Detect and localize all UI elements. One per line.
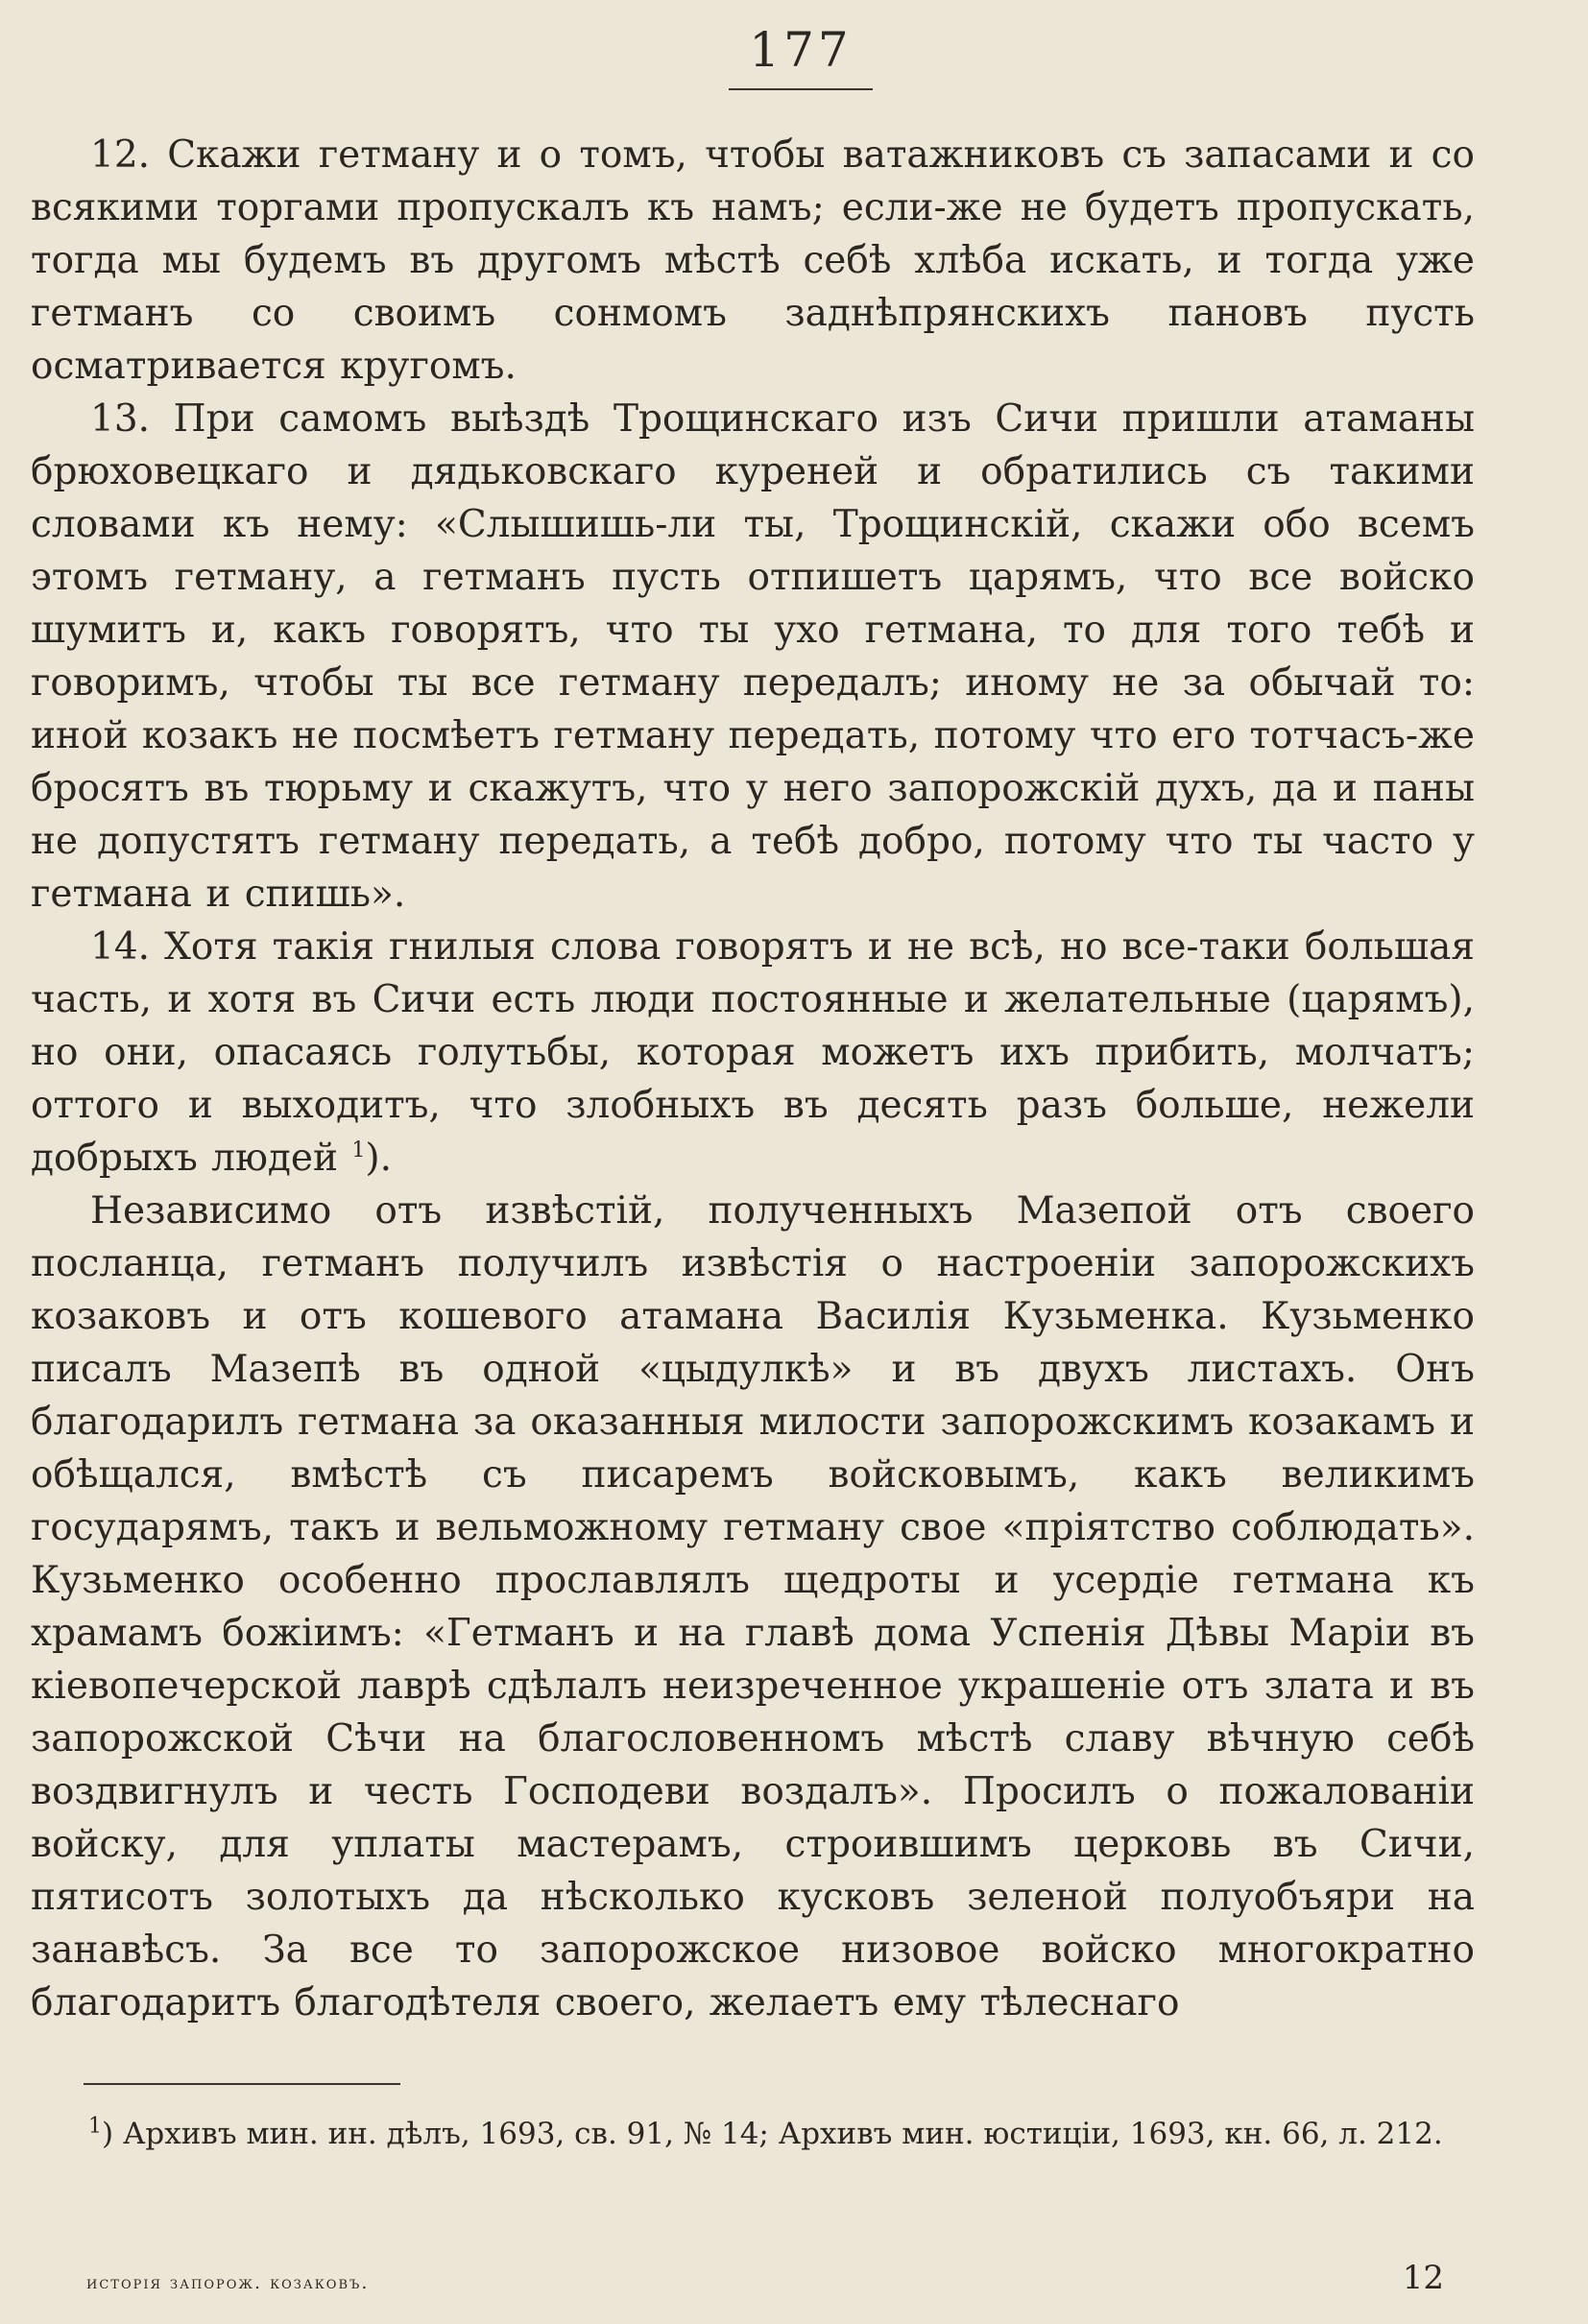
- body-text: [31, 129, 1475, 2029]
- sheet-number: 12: [1402, 2259, 1444, 2297]
- paragraph-14-text: 14. Хотя такія гнилыя слова говорятъ и не всѣ, но все-таки большая часть, и хотя въ Сичи есть люди постоянные и желательные (царямъ), но они, опасаясь голутьбы, которая можетъ ихъ прибить, молчатъ; оттого и выходитъ, что злобныхъ въ десять разъ больше, нежели добрыхъ людей: [31, 925, 1475, 1180]
- signature-line: [86, 2259, 1444, 2297]
- footnote: [31, 2112, 1475, 2156]
- footnote-rule: [84, 2083, 400, 2085]
- paragraph-13: 13. При самомъ выѣздѣ Трощинскаго изъ Сичи пришли атаманы брюховецкаго и дядьковскаго куреней и обратились съ такими словами къ нему: «Слышишь-ли ты, Трощинскій, скажи обо всемъ этомъ гетману, а гетманъ пусть отпишетъ царямъ, что все войско шумитъ и, какъ говорятъ, что ты ухо гетмана, то для того тебѣ и говоримъ, чтобы ты все гетману передалъ; иному не за обычай то: иной козакъ не посмѣетъ гетману передать, потому что его тотчасъ-же бросятъ въ тюрьму и скажутъ, что у него запорожскій духъ, да и паны не допустятъ гетману передать, а тебѣ добро, потому что ты часто у гетмана и спишь».: [31, 397, 1475, 916]
- footnote-reference: 1: [351, 1138, 366, 1162]
- footnote-text: ) Архивъ мин. ин. дѣлъ, 1693, св. 91, № 14; Архивъ мин. юстиціи, 1693, кн. 66, л. 212.: [102, 2117, 1443, 2151]
- footnote-marker: 1: [88, 2114, 102, 2139]
- header-rule: [729, 88, 873, 90]
- printer-signature: исторія запорож. козаковъ.: [86, 2272, 370, 2293]
- paragraph-14-tail: ).: [365, 1137, 393, 1180]
- paragraph-14: [31, 921, 1475, 1185]
- page-number: 177: [749, 22, 853, 78]
- paragraph-kuzmenko: Независимо отъ извѣстій, полученныхъ Мазепой отъ своего посланца, гетманъ получилъ извѣстія о настроеніи запорожскихъ козаковъ и отъ кошевого атамана Василія Кузьменка. Кузьменко писалъ Мазепѣ въ одной «цыдулкѣ» и въ двухъ листахъ. Онъ благодарилъ гетмана за оказанныя милости запорожскимъ козакамъ и обѣщался, вмѣстѣ съ писаремъ войсковымъ, какъ великимъ государямъ, такъ и вельможному гетману свое «пріятство соблюдать». Кузьменко особенно прославлялъ щедроты и усердіе гетмана къ храмамъ божіимъ: «Гетманъ и на главѣ дома Успенія Дѣвы Маріи въ кіевопечерской лаврѣ сдѣлалъ неизреченное украшеніе отъ злата и въ запорожской Сѣчи на благословенномъ мѣстѣ славу вѣчную себѣ воздвигнулъ и честь Господеви воздалъ». Просилъ о пожалованіи войску, для уплаты мастерамъ, строившимъ церковь въ Сичи, пятисотъ золотыхъ да нѣсколько кусковъ зеленой полуобъяри на занавѣсъ. За все то запорожское низовое войско многократно благодаритъ благодѣтеля своего, желаетъ ему тѣлеснаго: [31, 1189, 1475, 2025]
- paragraph-12: 12. Скажи гетману и о томъ, чтобы ватажниковъ съ запасами и со всякими торгами пропускалъ къ намъ; если-же не будетъ пропускать, тогда мы будемъ въ другомъ мѣстѣ себѣ хлѣба искать, и тогда уже гетманъ со своимъ сонмомъ заднѣпрянскихъ пановъ пусть осматривается кругомъ.: [31, 133, 1475, 388]
